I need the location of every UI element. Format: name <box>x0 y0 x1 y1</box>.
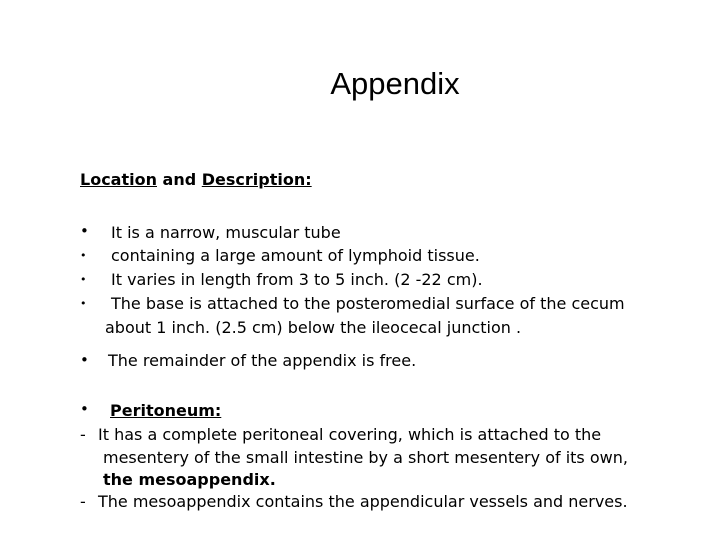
list-item: The remainder of the appendix is free. <box>108 351 417 370</box>
bullet-dot: • <box>80 273 87 286</box>
bullet-dot: • <box>80 222 89 240</box>
peritoneum-line-cont-bold: the mesoappendix. <box>103 470 276 489</box>
list-item-continuation: about 1 inch. (2.5 cm) below the ileocecal junction . <box>105 318 522 337</box>
list-item: The base is attached to the posteromedial surface of the cecum <box>111 294 625 313</box>
list-item: containing a large amount of lymphoid tissue. <box>111 246 480 265</box>
section-heading <box>80 170 312 189</box>
heading-location: Location <box>80 170 157 189</box>
peritoneum-line: It has a complete peritoneal covering, which is attached to the <box>98 425 602 444</box>
bullet-dot: • <box>80 249 87 262</box>
dash-marker: - <box>80 492 86 511</box>
peritoneum-heading: Peritoneum: <box>110 401 222 420</box>
peritoneum-line-cont: mesentery of the small intestine by a short mesentery of its own, <box>103 448 628 467</box>
peritoneum-line: The mesoappendix contains the appendicular vessels and nerves. <box>98 492 628 511</box>
bullet-dot: • <box>80 297 87 310</box>
dash-marker: - <box>80 425 86 444</box>
list-item: It is a narrow, muscular tube <box>111 223 341 242</box>
heading-and: and <box>156 170 202 189</box>
heading-description: Description: <box>201 170 312 189</box>
bullet-dot: • <box>80 400 89 418</box>
list-item: It varies in length from 3 to 5 inch. (2 -22 cm). <box>111 270 483 289</box>
bullet-dot: • <box>80 351 89 369</box>
slide-title: Appendix <box>330 66 460 101</box>
